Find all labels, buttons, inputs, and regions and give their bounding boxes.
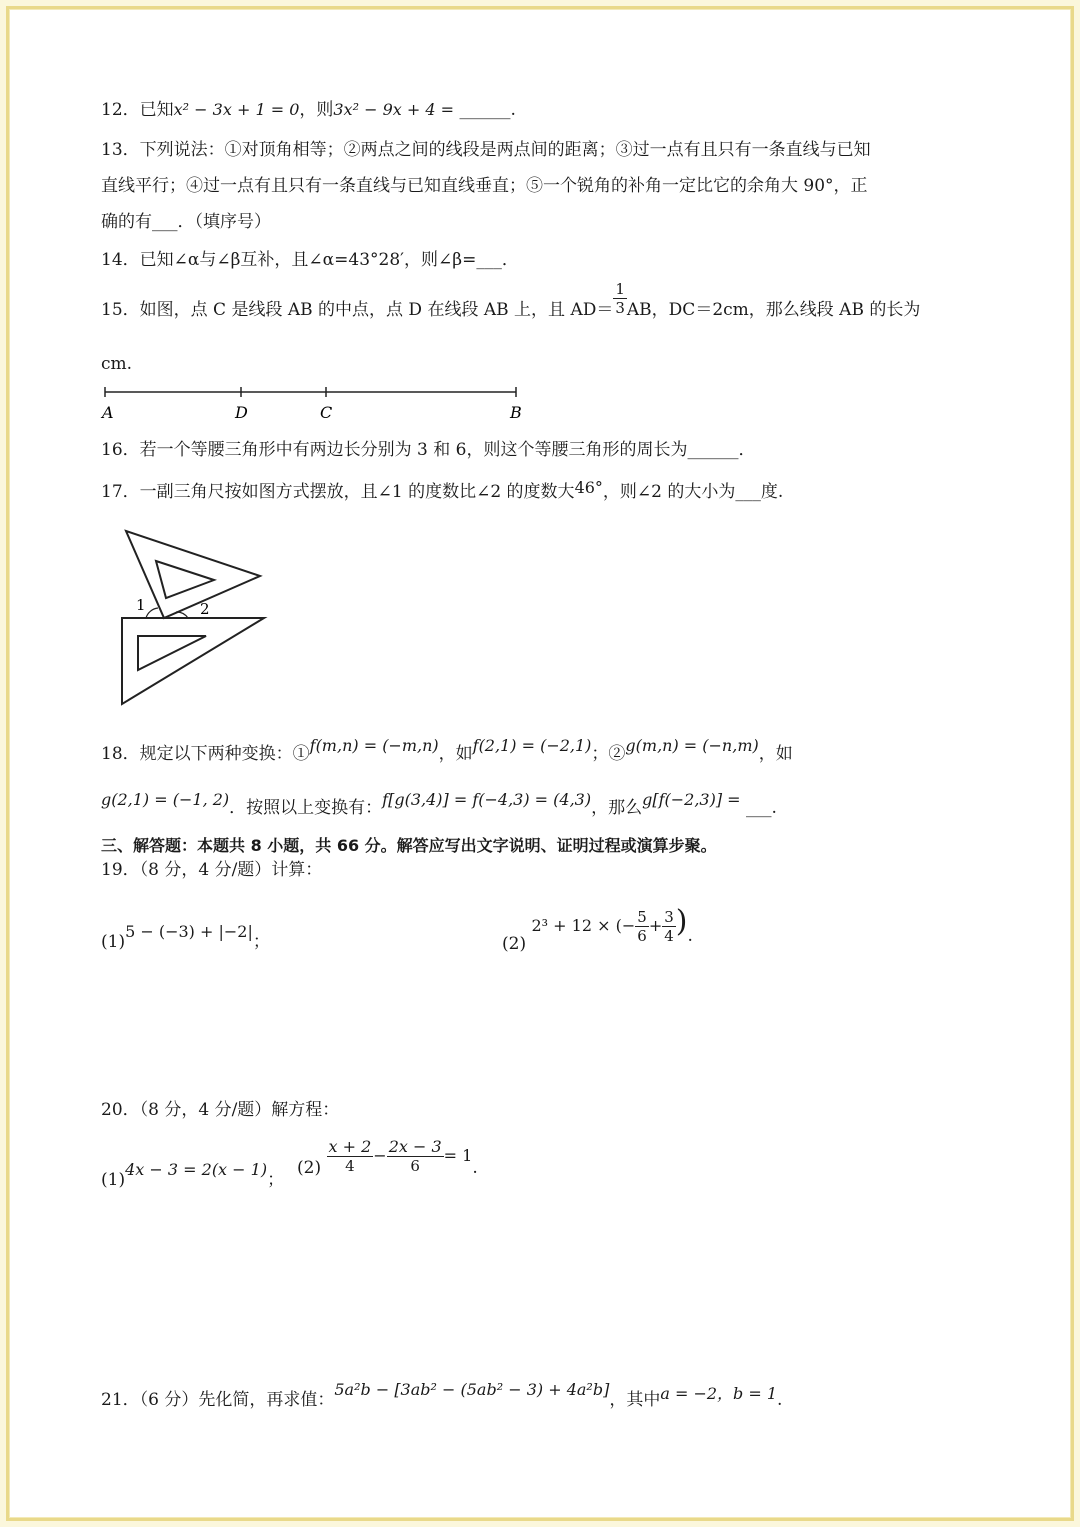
- q19-frac2-den: 4: [664, 927, 674, 945]
- q19-s2-end: .: [687, 926, 693, 946]
- question-12: [101, 98, 516, 122]
- section-3-title: 三、解答题：本题共 8 小题，共 66 分。解答应写出文字说明、证明过程或演算步聚。: [101, 836, 717, 855]
- label-d: D: [235, 403, 248, 422]
- q17-degree: 46°: [574, 478, 603, 497]
- question-13-line3: 确的有___．（填序号）: [101, 212, 271, 232]
- label-a: A: [102, 403, 114, 422]
- q15-fraction: [613, 280, 627, 317]
- q18-gf-question: g[f(−2,3)] =: [642, 790, 741, 809]
- question-13-line1: 13．下列说法：①对顶角相等；②两点之间的线段是两点间的距离；③过一点有且只有一条直线与已知: [101, 140, 871, 160]
- question-16: 16．若一个等腰三角形中有两边长分别为 3 和 6，则这个等腰三角形的周长为______．: [101, 440, 756, 460]
- segment-diagram: [100, 382, 530, 422]
- q19-s1-label: (1): [101, 932, 126, 952]
- question-17: [101, 480, 783, 504]
- q12-prefix: 12．已知: [101, 100, 174, 120]
- q20-s2-frac1: [327, 1138, 374, 1175]
- q18-blank: ___.: [745, 798, 777, 818]
- q20-sub1: [101, 1160, 285, 1192]
- q20-s2-frac2: [387, 1138, 444, 1175]
- q12-mid: ，则: [299, 100, 334, 120]
- angle-1-arc: [146, 608, 158, 618]
- label-c: C: [320, 403, 333, 422]
- q20-frac2-den: 6: [410, 1157, 420, 1175]
- q12-blank: ______.: [459, 100, 516, 120]
- q19-s2-expression: 2³ + 12 × (−: [531, 916, 636, 935]
- upper-triangle-inner: [156, 561, 214, 598]
- q19-frac1-den: 6: [637, 927, 647, 945]
- q18-p5: ．按照以上变换有：: [229, 798, 383, 818]
- q18-p3: ；②: [591, 744, 626, 764]
- q12-equation: x² − 3x + 1 = 0: [173, 100, 300, 119]
- q12-expression: 3x² − 9x + 4 =: [333, 100, 455, 119]
- q18-g-example: g(2,1) = (−1, 2): [101, 790, 230, 809]
- q19-sub2: [502, 900, 693, 954]
- q19-s1-expression: 5 − (−3) + |−2|: [125, 922, 253, 941]
- q18-p4: ，如: [758, 744, 793, 764]
- q18-p2: ，如: [438, 744, 473, 764]
- question-15-line1: [101, 280, 921, 329]
- q18-fg-example: f[g(3,4)] = f(−4,3) = (4,3): [382, 790, 592, 809]
- q18-f-example: f(2,1) = (−2,1): [472, 736, 592, 755]
- q19-s2-plus: +: [648, 916, 663, 935]
- angle-1-label: 1: [136, 596, 146, 614]
- q21-mid: ，其中: [609, 1390, 661, 1410]
- q17-part1: 17．一副三角尺按如图方式摆放，且∠1 的度数比∠2 的度数大: [101, 482, 575, 502]
- q20-s1-label: (1): [101, 1170, 126, 1190]
- q21-expression: 5a²b − [3ab² − (5ab² − 3) + 4a²b]: [334, 1380, 610, 1399]
- q20-frac1-den: 4: [345, 1157, 355, 1175]
- q19-s2-label: (2): [502, 934, 527, 954]
- q20-s2-minus: −: [373, 1146, 387, 1165]
- q20-s2-end: .: [472, 1158, 478, 1178]
- label-b: B: [510, 403, 522, 422]
- q20-s1-end: ；: [267, 1170, 285, 1190]
- q21-values: a = −2，b = 1: [660, 1384, 778, 1403]
- q20-sub2: [297, 1134, 478, 1178]
- q19-sub1: [101, 922, 270, 954]
- question-13-line2: 直线平行；④过一点有且只有一条直线与已知直线垂直；⑤一个锐角的补角一定比它的余角大 90°，正: [101, 176, 868, 196]
- q20-s2-label: (2): [297, 1158, 322, 1178]
- question-15-line2: cm.: [101, 354, 133, 374]
- question-21: [101, 1380, 783, 1412]
- q19-s2-frac2: [662, 908, 676, 945]
- q15-frac-den: 3: [615, 299, 625, 317]
- q18-p6: ，那么: [591, 798, 643, 818]
- q18-g-rule: g(m,n) = (−n,m): [625, 736, 759, 755]
- q17-part2: ，则∠2 的大小为___度.: [602, 482, 784, 502]
- q20-frac2-num: 2x − 3: [388, 1137, 442, 1156]
- angle-2-label: 2: [200, 600, 210, 618]
- lower-triangle-outer: [122, 618, 264, 704]
- question-14: 14．已知∠α与∠β互补，且∠α=43°28′，则∠β=___．: [101, 250, 519, 270]
- q18-f-rule: f(m,n) = (−m,n): [309, 736, 439, 755]
- q18-p1: 18．规定以下两种变换：①: [101, 744, 310, 764]
- question-18-line1: [101, 736, 793, 766]
- q19-s2-frac1: [635, 908, 649, 945]
- q21-prefix: 21．（6 分）先化简，再求值：: [101, 1390, 335, 1410]
- q20-s2-eq: = 1: [443, 1146, 473, 1165]
- triangle-rulers-figure: [118, 528, 268, 708]
- lower-triangle-inner: [138, 636, 206, 670]
- q19-s1-end: ；: [252, 932, 270, 952]
- q15-part1: 15．如图，点 C 是线段 AB 的中点，点 D 在线段 AB 上，且 AD＝: [101, 300, 614, 320]
- question-19-title: 19．（8 分，4 分/题）计算：: [101, 860, 323, 880]
- q15-part2: AB，DC＝2cm，那么线段 AB 的长为: [626, 300, 921, 320]
- upper-triangle-outer: [126, 531, 260, 618]
- q21-end: .: [777, 1390, 783, 1410]
- q20-s1-expression: 4x − 3 = 2(x − 1): [125, 1160, 268, 1179]
- q20-frac1-num: x + 2: [328, 1137, 372, 1156]
- question-20-title: 20．（8 分，4 分/题）解方程：: [101, 1100, 340, 1120]
- question-18-line2: [101, 790, 777, 820]
- q19-frac2-num: 3: [664, 908, 674, 926]
- q19-frac1-num: 5: [637, 908, 647, 926]
- q19-s2-close: ): [675, 904, 688, 939]
- q15-frac-num: 1: [615, 280, 625, 298]
